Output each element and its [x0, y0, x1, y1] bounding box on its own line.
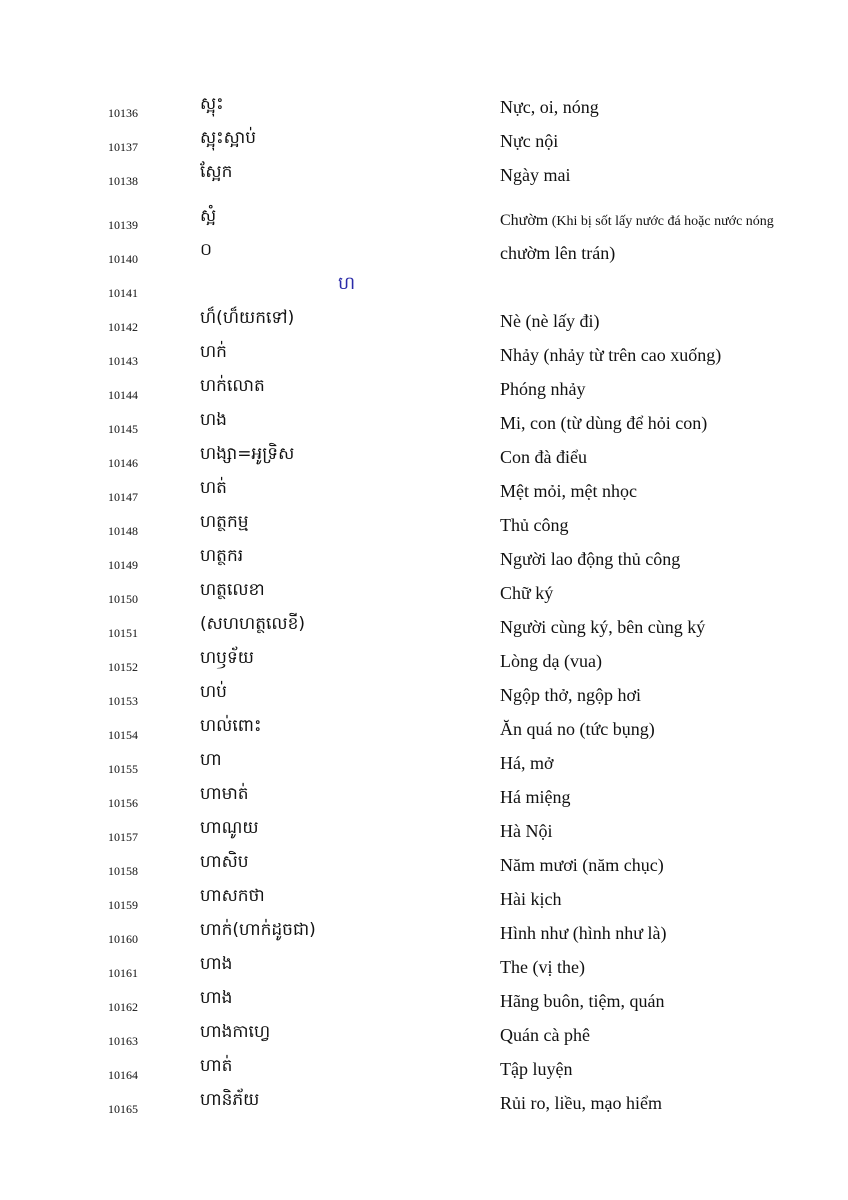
entry-row — [0, 1022, 848, 1056]
entry-row — [0, 410, 848, 444]
vietnamese-meaning: Ngày mai — [500, 165, 571, 185]
entry-row — [0, 988, 848, 1022]
khmer-word: ហង — [200, 410, 227, 430]
entry-number: 10160 — [108, 932, 138, 946]
khmer-word: ហឫទ័យ — [200, 648, 254, 668]
vietnamese-meaning: Chữ ký — [500, 583, 554, 603]
vietnamese-meaning: Nực, oi, nóng — [500, 97, 599, 117]
entry-number: 10137 — [108, 140, 138, 154]
entry-row — [0, 206, 848, 240]
khmer-word: ហាមាត់ — [200, 784, 249, 804]
entry-number: 10141 — [108, 286, 138, 300]
khmer-word: ស្អែក — [200, 162, 233, 182]
entry-number: 10140 — [108, 252, 138, 266]
entry-number: 10165 — [108, 1102, 138, 1116]
entry-number: 10164 — [108, 1068, 138, 1082]
khmer-word: ហក់ — [200, 342, 227, 362]
entry-row — [0, 682, 848, 716]
vietnamese-meaning: Năm mươi (năm chục) — [500, 855, 664, 875]
khmer-word: ហត្ថកម្ម — [200, 512, 249, 532]
entry-row — [0, 94, 848, 128]
vietnamese-meaning: Người cùng ký, bên cùng ký — [500, 617, 706, 637]
khmer-word: ហាត់ — [200, 1056, 233, 1076]
khmer-word: ហានិភ័យ — [200, 1090, 260, 1110]
khmer-word: ហ៏(ហ៏យកទៅ) — [200, 308, 295, 328]
vietnamese-meaning: Phóng nhảy — [500, 379, 586, 399]
entry-row — [0, 614, 848, 648]
khmer-word: ស្អុះស្អាប់ — [200, 128, 257, 148]
entry-row — [0, 784, 848, 818]
khmer-word: (សហហត្ថលេខី) — [200, 614, 305, 634]
section-letter-row — [0, 274, 848, 308]
khmer-word: ហត់ — [200, 478, 227, 498]
entry-row — [0, 162, 848, 196]
entry-number: 10161 — [108, 966, 138, 980]
entry-row — [0, 444, 848, 478]
entry-row — [0, 648, 848, 682]
entry-number: 10136 — [108, 106, 138, 120]
entry-row — [0, 376, 848, 410]
khmer-word: ហា — [200, 750, 222, 770]
entry-number: 10154 — [108, 728, 138, 742]
khmer-word: ហាង — [200, 988, 233, 1008]
khmer-word: ហាសិប — [200, 852, 249, 872]
entry-row — [0, 818, 848, 852]
vietnamese-meaning: Ngộp thở, ngộp hơi — [500, 685, 642, 705]
entry-row — [0, 750, 848, 784]
khmer-word: ហល់ពោះ — [200, 716, 262, 736]
vietnamese-meaning: Quán cà phê — [500, 1025, 590, 1045]
vietnamese-meaning: Há, mở — [500, 753, 554, 773]
entry-number: 10150 — [108, 592, 138, 606]
entry-row — [0, 512, 848, 546]
entry-row — [0, 478, 848, 512]
entry-number: 10145 — [108, 422, 138, 436]
entry-number: 10155 — [108, 762, 138, 776]
khmer-word: ហប់ — [200, 682, 227, 702]
entry-row — [0, 716, 848, 750]
khmer-word: ហាង — [200, 954, 233, 974]
entry-row — [0, 546, 848, 580]
entry-row — [0, 1090, 848, 1124]
vietnamese-meaning: Con đà điểu — [500, 447, 587, 467]
vietnamese-meaning: Tập luyện — [500, 1059, 573, 1079]
vietnamese-meaning: Nhảy (nhảy từ trên cao xuống) — [500, 345, 722, 365]
khmer-word: ស្អំ — [200, 206, 217, 226]
meaning-main: Chườm — [500, 212, 549, 229]
khmer-word: ហត្ថលេខា — [200, 580, 265, 600]
vietnamese-meaning: Rủi ro, liều, mạo hiểm — [500, 1093, 662, 1113]
khmer-word: ហត្ថករ — [200, 546, 244, 566]
entry-row — [0, 580, 848, 614]
vietnamese-meaning: Há miệng — [500, 787, 571, 807]
entry-number: 10149 — [108, 558, 138, 572]
vietnamese-meaning: Lòng dạ (vua) — [500, 651, 602, 671]
entry-number: 10142 — [108, 320, 138, 334]
vietnamese-meaning: chườm lên trán) — [500, 243, 616, 263]
entry-row — [0, 954, 848, 988]
section-letter: ហ — [338, 273, 356, 294]
vietnamese-meaning: Hình như (hình như là) — [500, 923, 667, 943]
entry-number: 10152 — [108, 660, 138, 674]
vietnamese-meaning: The (vị the) — [500, 957, 585, 977]
khmer-word: ហាណូយ — [200, 818, 259, 838]
khmer-word: ហាក់(ហាក់ដូចជា) — [200, 920, 316, 940]
entry-number: 10157 — [108, 830, 138, 844]
vietnamese-meaning: Hà Nội — [500, 821, 553, 841]
entry-row — [0, 240, 848, 274]
khmer-word: ហង្សា=អូទ្រិស — [200, 444, 295, 464]
entry-number: 10139 — [108, 218, 138, 232]
khmer-word: ស្អុះ — [200, 94, 224, 114]
vietnamese-meaning: Mi, con (từ dùng để hỏi con) — [500, 413, 708, 433]
vietnamese-meaning: Thủ công — [500, 515, 569, 535]
entry-number: 10162 — [108, 1000, 138, 1014]
entry-number: 10143 — [108, 354, 138, 368]
entry-row — [0, 852, 848, 886]
entry-number: 10147 — [108, 490, 138, 504]
meaning-note: (Khi bị sốt lấy nước đá hoặc nước nóng — [548, 214, 774, 229]
vietnamese-meaning: Nè (nè lấy đi) — [500, 311, 600, 331]
vietnamese-meaning: Hãng buôn, tiệm, quán — [500, 991, 665, 1011]
entry-row — [0, 886, 848, 920]
entry-number: 10144 — [108, 388, 138, 402]
khmer-word: ០ — [200, 240, 213, 260]
entry-number: 10138 — [108, 174, 138, 188]
entry-number: 10159 — [108, 898, 138, 912]
vietnamese-meaning: Ăn quá no (tức bụng) — [500, 719, 655, 739]
entry-row — [0, 920, 848, 954]
entry-number: 10148 — [108, 524, 138, 538]
entry-number: 10163 — [108, 1034, 138, 1048]
khmer-word: ហក់លោត — [200, 376, 265, 396]
vietnamese-meaning: Người lao động thủ công — [500, 549, 681, 569]
entry-number: 10153 — [108, 694, 138, 708]
entry-row — [0, 1056, 848, 1090]
entry-number: 10151 — [108, 626, 138, 640]
khmer-word: ហាសកថា — [200, 886, 265, 906]
vietnamese-meaning: Mệt mỏi, mệt nhọc — [500, 481, 637, 501]
entry-number: 10146 — [108, 456, 138, 470]
khmer-word: ហាងកាហ្វេ — [200, 1022, 271, 1042]
vietnamese-meaning — [500, 210, 774, 233]
vietnamese-meaning: Hài kịch — [500, 889, 562, 909]
entry-row — [0, 128, 848, 162]
entry-row — [0, 342, 848, 376]
entry-number: 10158 — [108, 864, 138, 878]
vietnamese-meaning: Nực nội — [500, 131, 559, 151]
entry-number: 10156 — [108, 796, 138, 810]
entry-row — [0, 308, 848, 342]
